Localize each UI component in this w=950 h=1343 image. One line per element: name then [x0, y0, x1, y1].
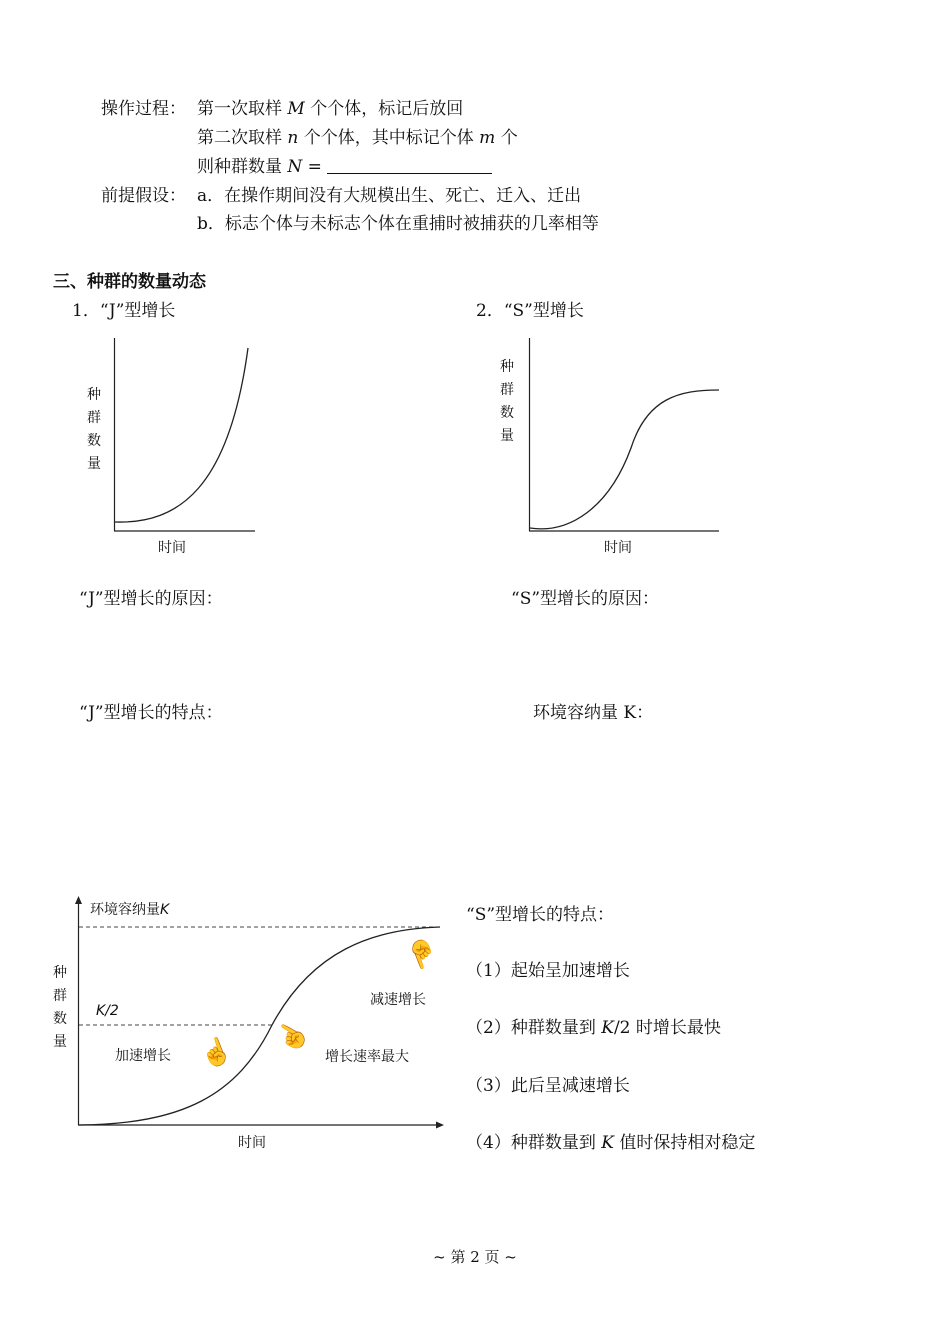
j-chart-xlabel: 时间 — [158, 540, 186, 556]
s-feature-2: （2）种群数量到 K/2 时增长最快 — [466, 1018, 721, 1038]
j-chart-series-line — [115, 348, 248, 522]
j-chart — [114, 338, 259, 533]
k-chart-ylabel: 种群数量 — [53, 965, 67, 1050]
s-heading: 2．“S”型增长 — [476, 301, 584, 321]
procedure-step-3: 则种群数量 N = — [197, 156, 492, 178]
procedure-label: 操作过程： — [101, 99, 186, 119]
section-title: 三、种群的数量动态 — [53, 272, 206, 292]
page-number: ~ 第 2 页 ~ — [433, 1248, 517, 1266]
s-feature-1: （1）起始呈加速增长 — [466, 961, 630, 981]
s-chart — [529, 338, 724, 533]
procedure-step-2: 第二次取样 n 个个体，其中标记个体 m 个 — [197, 128, 518, 148]
j-feature-label: “J”型增长的特点： — [79, 703, 223, 723]
pointing-hand-icon: ☝ — [401, 933, 443, 973]
k-chart — [72, 896, 447, 1131]
pointing-hand-icon: ☝ — [271, 1015, 314, 1059]
s-chart-xlabel: 时间 — [604, 540, 632, 556]
half-k-label: K/2 — [96, 1003, 119, 1019]
accelerating-label: 加速增长 — [115, 1048, 171, 1064]
s-feature-3: （3）此后呈减速增长 — [466, 1076, 630, 1096]
pointing-hand-icon: ☝ — [195, 1033, 237, 1073]
s-features-title: “S”型增长的特点： — [466, 905, 615, 925]
assumption-label: 前提假设： — [101, 186, 186, 206]
max-rate-label: 增长速率最大 — [325, 1049, 409, 1065]
assumption-b: b．标志个体与未标志个体在重捕时被捕获的几率相等 — [197, 214, 599, 234]
j-chart-ylabel: 种群数量 — [87, 387, 101, 472]
s-feature-4: （4）种群数量到 K 值时保持相对稳定 — [466, 1133, 756, 1153]
s-chart-series-line — [530, 390, 719, 529]
assumption-a: a．在操作期间没有大规模出生、死亡、迁入、迁出 — [197, 186, 582, 206]
k-capacity-label: 环境容纳量 K： — [533, 703, 654, 723]
s-reason-label: “S”型增长的原因： — [511, 589, 660, 609]
k-chart-series-line — [79, 927, 440, 1125]
k-chart-x-arrow — [436, 1122, 444, 1129]
k-chart-xlabel: 时间 — [238, 1135, 266, 1151]
j-reason-label: “J”型增长的原因： — [79, 589, 223, 609]
k-axis-label: 环境容纳量K — [90, 902, 170, 918]
k-chart-y-arrow — [75, 896, 82, 904]
procedure-step-1: 第一次取样 M 个个体，标记后放回 — [197, 99, 464, 119]
decelerating-label: 减速增长 — [370, 992, 426, 1008]
answer-blank — [327, 157, 492, 174]
j-heading: 1．“J”型增长 — [72, 301, 176, 321]
s-chart-ylabel: 种群数量 — [500, 359, 514, 444]
